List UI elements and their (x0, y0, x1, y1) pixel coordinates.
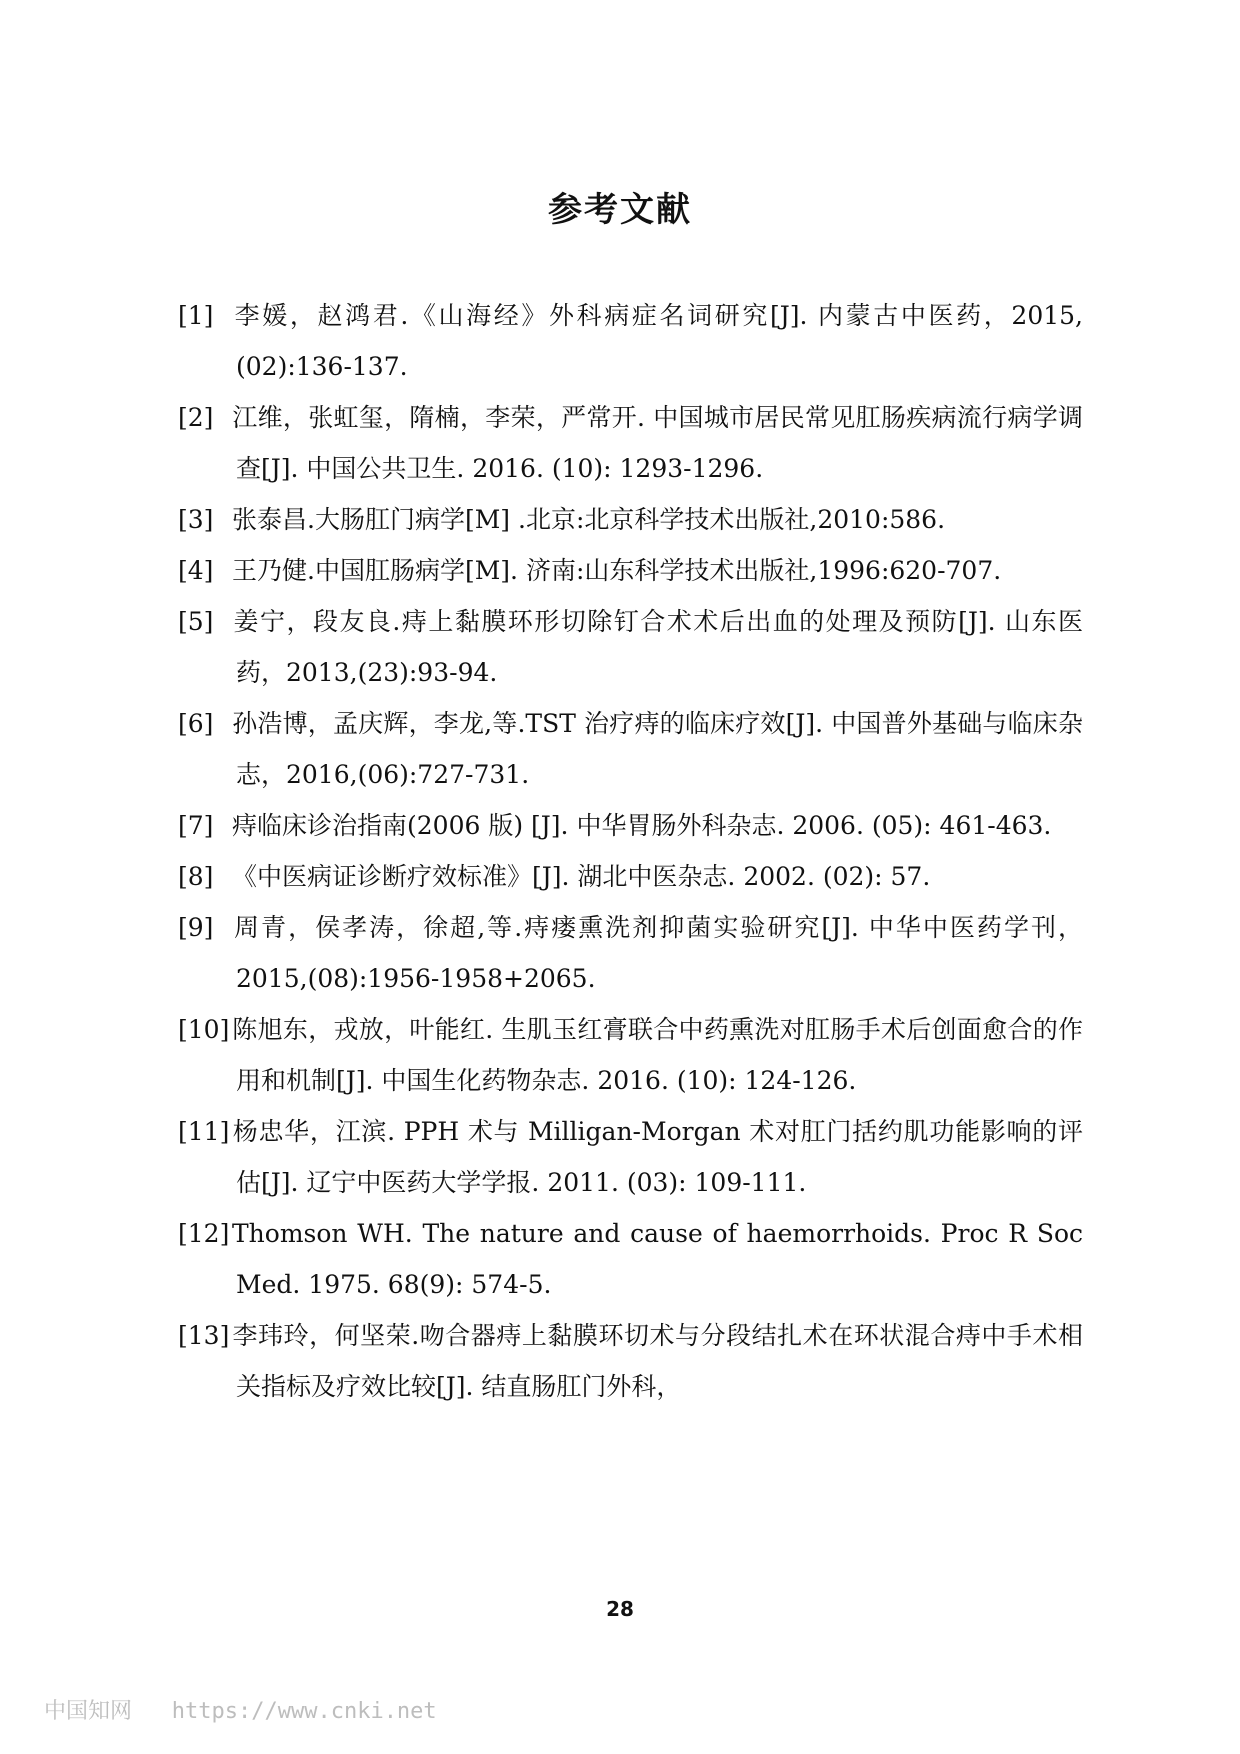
reference-item (178, 1106, 1083, 1208)
reference-number: [13] (178, 1321, 230, 1350)
reference-number: [5] (178, 607, 214, 636)
reference-item (178, 1004, 1083, 1106)
reference-text: 姜宁，段友良.痔上黏膜环形切除钉合术术后出血的处理及预防[J]. 山东医药，2013,(23):93-94. (232, 607, 1083, 687)
reference-text: 周青，侯孝涛，徐超,等.痔瘘熏洗剂抑菌实验研究[J]. 中华中医药学刊，2015,(08):1956-1958+2065. (232, 913, 1083, 993)
reference-number: [3] (178, 505, 214, 534)
reference-text: 杨忠华，江滨. PPH 术与 Milligan-Morgan 术对肛门括约肌功能影响的评估[J]. 辽宁中医药大学学报. 2011. (03): 109-111. (232, 1117, 1083, 1197)
page-number: 28 (606, 1597, 634, 1621)
reference-item (178, 1310, 1083, 1412)
reference-number: [6] (178, 709, 214, 738)
reference-item (178, 902, 1083, 1004)
reference-text: 李玮玲，何坚荣.吻合器痔上黏膜环切术与分段结扎术在环状混合痔中手术相关指标及疗效比较[J]. 结直肠肛门外科， (232, 1321, 1083, 1401)
reference-text: 江维，张虹玺，隋楠，李荣，严常开. 中国城市居民常见肛肠疾病流行病学调查[J]. 中国公共卫生. 2016. (10): 1293-1296. (232, 403, 1083, 483)
reference-number: [10] (178, 1015, 230, 1044)
reference-text: 王乃健.中国肛肠病学[M]. 济南:山东科学技术出版社,1996:620-707. (232, 556, 1002, 585)
page-title: 参考文献 (548, 190, 692, 230)
reference-item (178, 800, 1083, 851)
reference-number: [2] (178, 403, 214, 432)
reference-item (178, 290, 1083, 392)
reference-number: [9] (178, 913, 214, 942)
reference-number: [7] (178, 811, 214, 840)
reference-text: 痔临床诊治指南(2006 版) [J]. 中华胃肠外科杂志. 2006. (05): 461-463. (232, 811, 1052, 840)
reference-text: 李媛，赵鸿君.《山海经》外科病症名词研究[J]. 内蒙古中医药，2015,(02):136-137. (232, 301, 1083, 381)
reference-text: 陈旭东，戎放，叶能红. 生肌玉红膏联合中药熏洗对肛肠手术后创面愈合的作用和机制[J]. 中国生化药物杂志. 2016. (10): 124-126. (232, 1015, 1083, 1095)
reference-item (178, 1208, 1083, 1310)
reference-number: [1] (178, 301, 214, 330)
watermark (44, 1694, 437, 1725)
reference-text: 张泰昌.大肠肛门病学[M] .北京:北京科学技术出版社,2010:586. (232, 505, 946, 534)
reference-item (178, 494, 1083, 545)
reference-number: [12] (178, 1219, 230, 1248)
reference-item (178, 392, 1083, 494)
reference-item (178, 698, 1083, 800)
reference-item (178, 545, 1083, 596)
reference-number: [4] (178, 556, 214, 585)
reference-number: [8] (178, 862, 214, 891)
reference-item (178, 851, 1083, 902)
watermark-site: 中国知网 (44, 1699, 133, 1724)
reference-text: 孙浩博，孟庆辉，李龙,等.TST 治疗痔的临床疗效[J]. 中国普外基础与临床杂志，2016,(06):727-731. (232, 709, 1083, 789)
reference-list (178, 290, 1083, 1412)
reference-text: Thomson WH. The nature and cause of haemorrhoids. Proc R Soc Med. 1975. 68(9): 574-5. (232, 1219, 1083, 1299)
reference-number: [11] (178, 1117, 230, 1146)
watermark-url: https://www.cnki.net (171, 1699, 437, 1724)
reference-text: 《中医病证诊断疗效标准》[J]. 湖北中医杂志. 2002. (02): 57. (232, 862, 931, 891)
reference-item (178, 596, 1083, 698)
